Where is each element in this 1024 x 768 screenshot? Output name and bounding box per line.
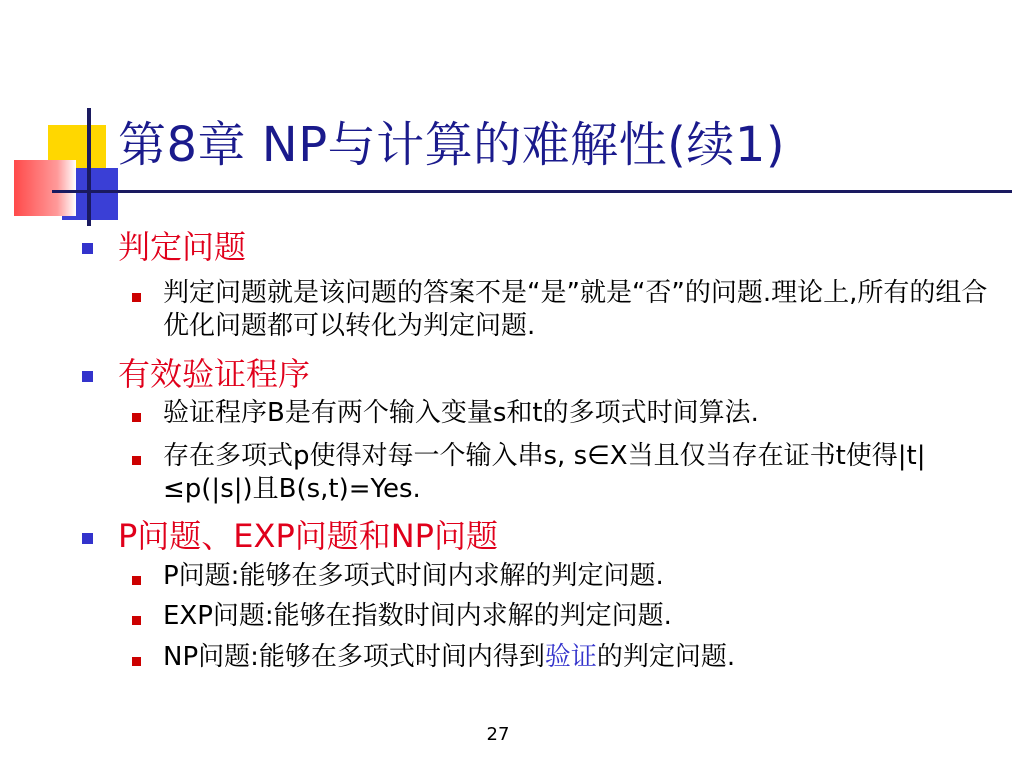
list-item-decision-problem-definition: 判定问题就是该问题的答案不是“是”就是“否”的问题.理论上,所有的组合优化问题都可以转化为判定问题. [163,278,988,341]
section-bullet-icon [82,243,93,254]
section-heading-decision-problem: 判定问题 [118,228,247,266]
item-bullet-icon [132,413,141,422]
section-heading-efficient-verifier: 有效验证程序 [118,355,311,393]
np-definition-text-before: NP问题:能够在多项式时间内得到 [163,642,545,672]
section-bullet-icon [82,371,93,382]
np-definition-highlight-verify: 验证 [544,642,597,672]
list-item-np-definition [163,641,999,674]
list-item-certificate-condition: 存在多项式p使得对每一个输入串s, s∈X当且仅当存在证书t使得|t|≤p(|s|)且B(s,t)=Yes. [163,441,926,504]
item-bullet-icon [132,456,141,465]
item-bullet-icon [132,293,141,302]
item-bullet-icon [132,576,141,585]
section-heading-complexity-classes: P问题、EXP问题和NP问题 [118,517,498,555]
page-number: 27 [486,724,510,745]
item-bullet-icon [132,657,141,666]
list-item-exp-definition: EXP问题:能够在指数时间内求解的判定问题. [163,601,672,631]
list-item-verifier-definition: 验证程序B是有两个输入变量s和t的多项式时间算法. [163,398,759,428]
item-bullet-icon [132,616,141,625]
np-definition-text-after: 的判定问题. [596,642,736,672]
list-item-p-definition: P问题:能够在多项式时间内求解的判定问题. [163,561,664,591]
section-bullet-icon [82,533,93,544]
slide-title: 第8章 NP与计算的难解性(续1) [118,117,786,173]
